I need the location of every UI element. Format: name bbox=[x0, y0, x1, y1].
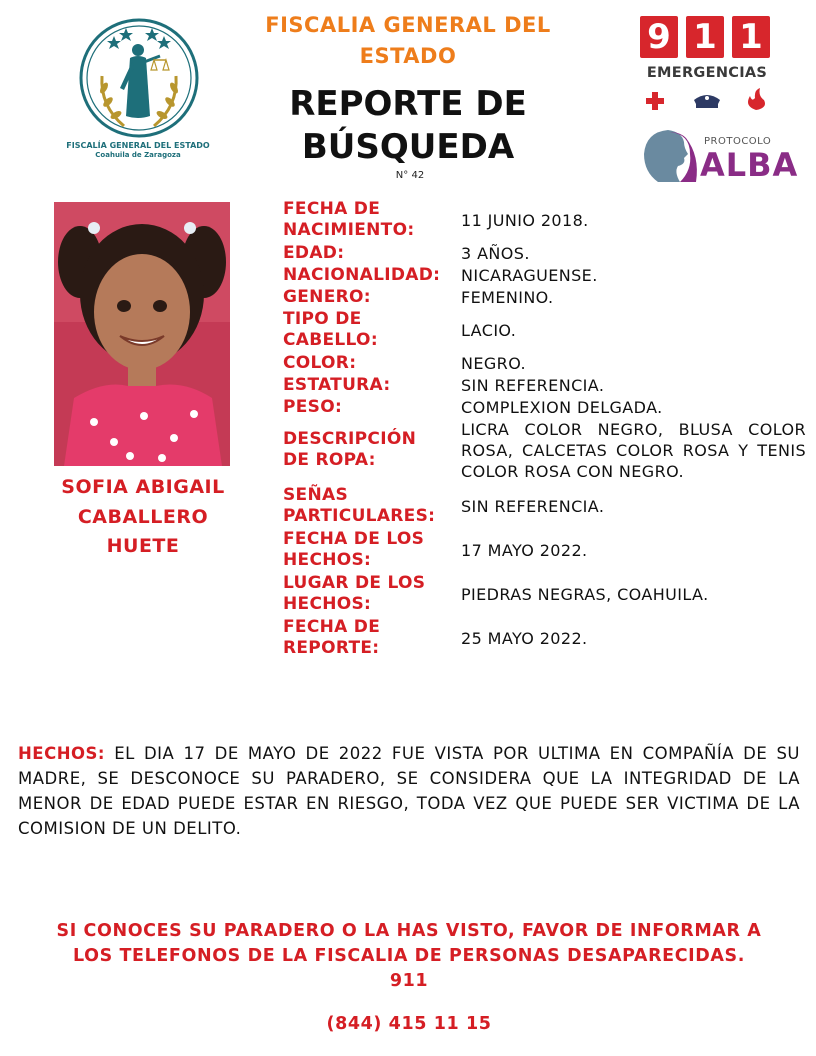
field-label: FECHA DE NACIMIENTO: bbox=[283, 199, 415, 240]
hechos-label: HECHOS: bbox=[18, 744, 106, 763]
field-label: ESTATURA: bbox=[283, 375, 391, 395]
protocolo-alba-logo bbox=[640, 128, 799, 184]
alba-profile-icon bbox=[640, 128, 700, 184]
field-label: FECHA DE REPORTE: bbox=[283, 617, 381, 658]
field-label: FECHA DE LOS HECHOS: bbox=[283, 529, 425, 570]
emblem-caption-agency: FISCALÍA GENERAL DEL ESTADO bbox=[66, 141, 210, 150]
emergency-911-logo bbox=[640, 16, 774, 120]
911-digit: 9 bbox=[640, 16, 678, 58]
field-value: SIN REFERENCIA. bbox=[461, 376, 605, 395]
emblem-caption-state: Coahuila de Zaragoza bbox=[95, 151, 181, 159]
medical-cross-icon bbox=[646, 92, 664, 110]
field-value: NEGRO. bbox=[461, 354, 527, 373]
footer-call-to-action-line1: SI CONOCES SU PARADERO O LA HAS VISTO, FAVOR DE INFORMAR A bbox=[56, 921, 762, 941]
field-value: LACIO. bbox=[461, 321, 517, 340]
field-value: PIEDRAS NEGRAS, COAHUILA. bbox=[461, 585, 709, 604]
field-value: 3 AÑOS. bbox=[461, 244, 530, 263]
field-label: EDAD: bbox=[283, 243, 345, 263]
page-title-line1: REPORTE DE bbox=[289, 84, 527, 124]
field-value: SIN REFERENCIA. bbox=[461, 497, 605, 516]
agency-name-line2: ESTADO bbox=[359, 44, 457, 68]
field-label: DESCRIPCIÓN DE ROPA: bbox=[283, 429, 417, 470]
police-cap-icon bbox=[694, 95, 720, 108]
report-number: N° 42 bbox=[395, 170, 425, 181]
page-title-line2: BÚSQUEDA bbox=[301, 127, 515, 167]
emergency-services-icons bbox=[640, 86, 774, 112]
field-value: LICRA COLOR NEGRO, BLUSA COLOR ROSA, CALCETAS COLOR ROSA Y TENIS COLOR ROSA CON NEGRO. bbox=[461, 420, 806, 481]
hechos-paragraph bbox=[18, 741, 800, 841]
field-label: PESO: bbox=[283, 397, 343, 417]
person-name-line1: SOFIA ABIGAIL bbox=[61, 476, 225, 498]
person-name-line2: CABALLERO bbox=[77, 506, 209, 528]
fire-icon bbox=[748, 88, 765, 110]
911-digit: 1 bbox=[686, 16, 724, 58]
alba-wordmark: ALBA bbox=[700, 146, 799, 184]
footer-emergency-number: 911 bbox=[389, 971, 429, 991]
emergencias-label: EMERGENCIAS bbox=[646, 65, 768, 81]
field-value: 17 MAYO 2022. bbox=[461, 541, 588, 560]
field-label: SEÑAS PARTICULARES: bbox=[283, 485, 436, 526]
footer-call-to-action-line2: LOS TELEFONOS DE LA FISCALIA DE PERSONAS DESAPARECIDAS. bbox=[73, 946, 745, 966]
field-label: NACIONALIDAD: bbox=[283, 265, 441, 285]
missing-person-photo bbox=[54, 202, 230, 466]
field-value: 25 MAYO 2022. bbox=[461, 629, 588, 648]
field-label: TIPO DE CABELLO: bbox=[283, 309, 378, 350]
footer-phone-number: (844) 415 11 15 bbox=[326, 1014, 492, 1034]
field-value: COMPLEXION DELGADA. bbox=[461, 398, 663, 417]
field-value: FEMENINO. bbox=[461, 288, 554, 307]
field-label: GENERO: bbox=[283, 287, 371, 307]
field-value: 11 JUNIO 2018. bbox=[461, 211, 589, 230]
hechos-text: EL DIA 17 DE MAYO DE 2022 FUE VISTA POR ULTIMA EN COMPAÑÍA DE SU MADRE, SE DESCONOCE SU PARADERO, SE CONSIDERA QUE LA INTEGRIDAD DE LA MENOR DE EDAD PUEDE ESTAR EN RIESGO, TODA VEZ QUE PUEDE SER VICTIMA DE LA COMISION DE UN DELITO. bbox=[18, 744, 800, 838]
alba-protocol-label: PROTOCOLO bbox=[704, 136, 772, 147]
field-value: NICARAGUENSE. bbox=[461, 266, 598, 285]
agency-name-line1: FISCALIA GENERAL DEL bbox=[265, 13, 551, 37]
field-label: LUGAR DE LOS HECHOS: bbox=[283, 573, 426, 614]
field-label: COLOR: bbox=[283, 353, 357, 373]
911-digit: 1 bbox=[732, 16, 770, 58]
person-name-line3: HUETE bbox=[106, 535, 180, 557]
